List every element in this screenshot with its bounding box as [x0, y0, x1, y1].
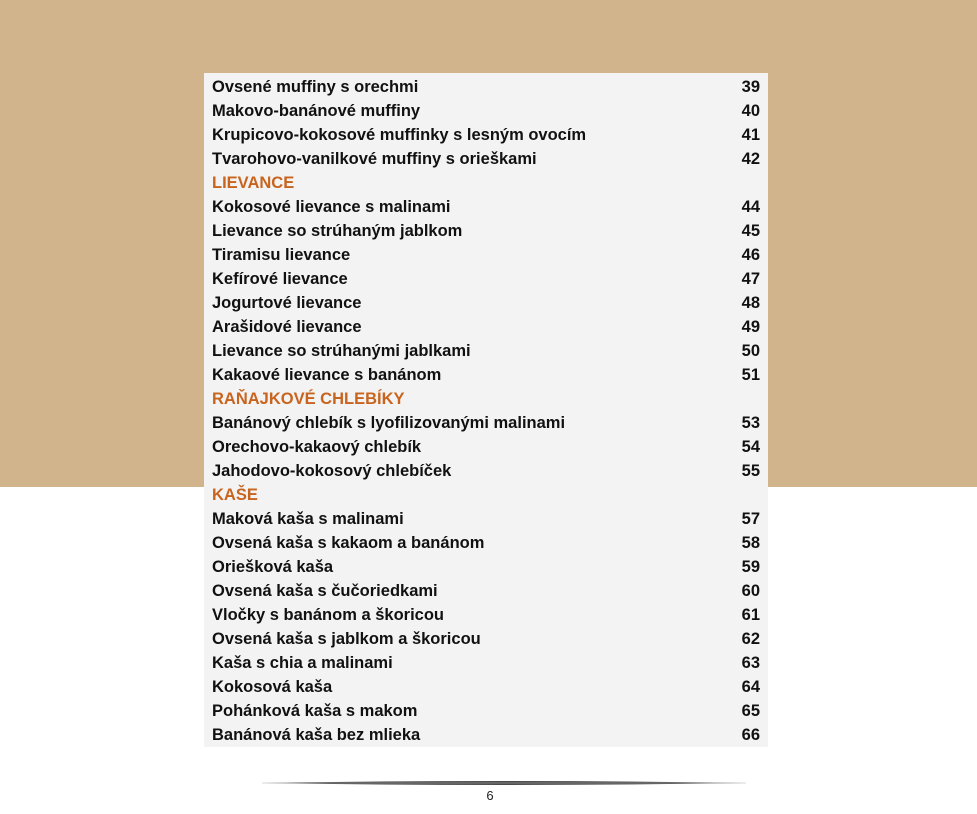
- toc-entry-page: 44: [741, 198, 760, 216]
- toc-entry-title: Ovsená kaša s kakaom a banánom: [212, 534, 485, 552]
- toc-entry-page: 58: [741, 534, 760, 552]
- toc-entry: [204, 291, 768, 315]
- toc-entry-page: 49: [741, 318, 760, 336]
- toc-entry: [204, 195, 768, 219]
- toc-entry: [204, 219, 768, 243]
- toc-entry: [204, 267, 768, 291]
- toc-entry-title: Arašidové lievance: [212, 318, 362, 336]
- toc-entry: [204, 579, 768, 603]
- toc-section-heading: [204, 387, 768, 411]
- toc-entry: [204, 699, 768, 723]
- toc-entry-title: Lievance so strúhaným jablkom: [212, 222, 463, 240]
- toc-entry-page: 53: [741, 414, 760, 432]
- toc-entry-title: Kakaové lievance s banánom: [212, 366, 442, 384]
- toc-entry-title: LIEVANCE: [212, 174, 295, 192]
- toc-entry-page: 65: [741, 702, 760, 720]
- toc-entry-page: 64: [741, 678, 760, 696]
- toc-entry-page: 47: [741, 270, 760, 288]
- toc-entry-title: Kaša s chia a malinami: [212, 654, 393, 672]
- toc-entry: [204, 75, 768, 99]
- toc-entry: [204, 243, 768, 267]
- toc-entry: [204, 435, 768, 459]
- toc-entry-page: 42: [741, 150, 760, 168]
- toc-entry-page: 51: [741, 366, 760, 384]
- toc-entry-page: 60: [741, 582, 760, 600]
- toc-entry-title: Kefírové lievance: [212, 270, 348, 288]
- toc-entry: [204, 627, 768, 651]
- toc-entry-page: 55: [741, 462, 760, 480]
- toc-entry-title: Tvarohovo-vanilkové muffiny s orieškami: [212, 150, 537, 168]
- toc-entry: [204, 99, 768, 123]
- toc-entry-title: Krupicovo-kokosové muffinky s lesným ovocím: [212, 126, 587, 144]
- toc-entry-page: 39: [741, 78, 760, 96]
- toc-entry: [204, 603, 768, 627]
- toc-list: [204, 73, 768, 747]
- toc-entry: [204, 675, 768, 699]
- toc-entry-title: KAŠE: [212, 486, 258, 504]
- toc-entry-title: Orechovo-kakaový chlebík: [212, 438, 422, 456]
- toc-entry-page: 41: [741, 126, 760, 144]
- toc-entry: [204, 723, 768, 747]
- toc-entry-title: RAŇAJKOVÉ CHLEBÍKY: [212, 390, 405, 408]
- toc-entry-title: Kokosové lievance s malinami: [212, 198, 451, 216]
- toc-section-heading: [204, 171, 768, 195]
- toc-entry-title: Ovsené muffiny s orechmi: [212, 78, 419, 96]
- toc-entry-page: 48: [741, 294, 760, 312]
- toc-entry-page: 59: [741, 558, 760, 576]
- toc-entry-title: Pohánková kaša s makom: [212, 702, 418, 720]
- toc-entry: [204, 651, 768, 675]
- toc-entry-page: 50: [741, 342, 760, 360]
- toc-entry-page: 54: [741, 438, 760, 456]
- toc-entry-page: 61: [741, 606, 760, 624]
- toc-entry-page: 45: [741, 222, 760, 240]
- toc-entry-title: Lievance so strúhanými jablkami: [212, 342, 471, 360]
- toc-entry-title: Jogurtové lievance: [212, 294, 362, 312]
- toc-entry-page: 57: [741, 510, 760, 528]
- toc-entry-title: Makovo-banánové muffiny: [212, 102, 421, 120]
- toc-entry: [204, 147, 768, 171]
- table-of-contents: [204, 73, 768, 747]
- toc-entry-title: Maková kaša s malinami: [212, 510, 404, 528]
- toc-entry: [204, 555, 768, 579]
- toc-entry-title: Ovsená kaša s čučoriedkami: [212, 582, 438, 600]
- toc-entry-title: Kokosová kaša: [212, 678, 333, 696]
- toc-entry-page: 66: [741, 726, 760, 744]
- footer-divider: [262, 780, 746, 786]
- toc-entry: [204, 459, 768, 483]
- toc-entry: [204, 315, 768, 339]
- toc-entry-page: 46: [741, 246, 760, 264]
- toc-entry-title: Tiramisu lievance: [212, 246, 351, 264]
- toc-section-heading: [204, 483, 768, 507]
- toc-entry: [204, 123, 768, 147]
- toc-entry-page: 63: [741, 654, 760, 672]
- toc-entry-title: Banánový chlebík s lyofilizovanými malinami: [212, 414, 566, 432]
- toc-entry-title: Ovsená kaša s jablkom a škoricou: [212, 630, 481, 648]
- toc-entry: [204, 411, 768, 435]
- toc-entry: [204, 507, 768, 531]
- toc-entry: [204, 339, 768, 363]
- toc-entry-title: Banánová kaša bez mlieka: [212, 726, 421, 744]
- toc-entry-page: 40: [741, 102, 760, 120]
- toc-entry-title: Vločky s banánom a škoricou: [212, 606, 444, 624]
- page-number: 6: [486, 788, 494, 803]
- toc-entry: [204, 363, 768, 387]
- toc-entry: [204, 531, 768, 555]
- toc-entry-title: Oriešková kaša: [212, 558, 334, 576]
- toc-entry-title: Jahodovo-kokosový chlebíček: [212, 462, 452, 480]
- toc-entry-page: 62: [741, 630, 760, 648]
